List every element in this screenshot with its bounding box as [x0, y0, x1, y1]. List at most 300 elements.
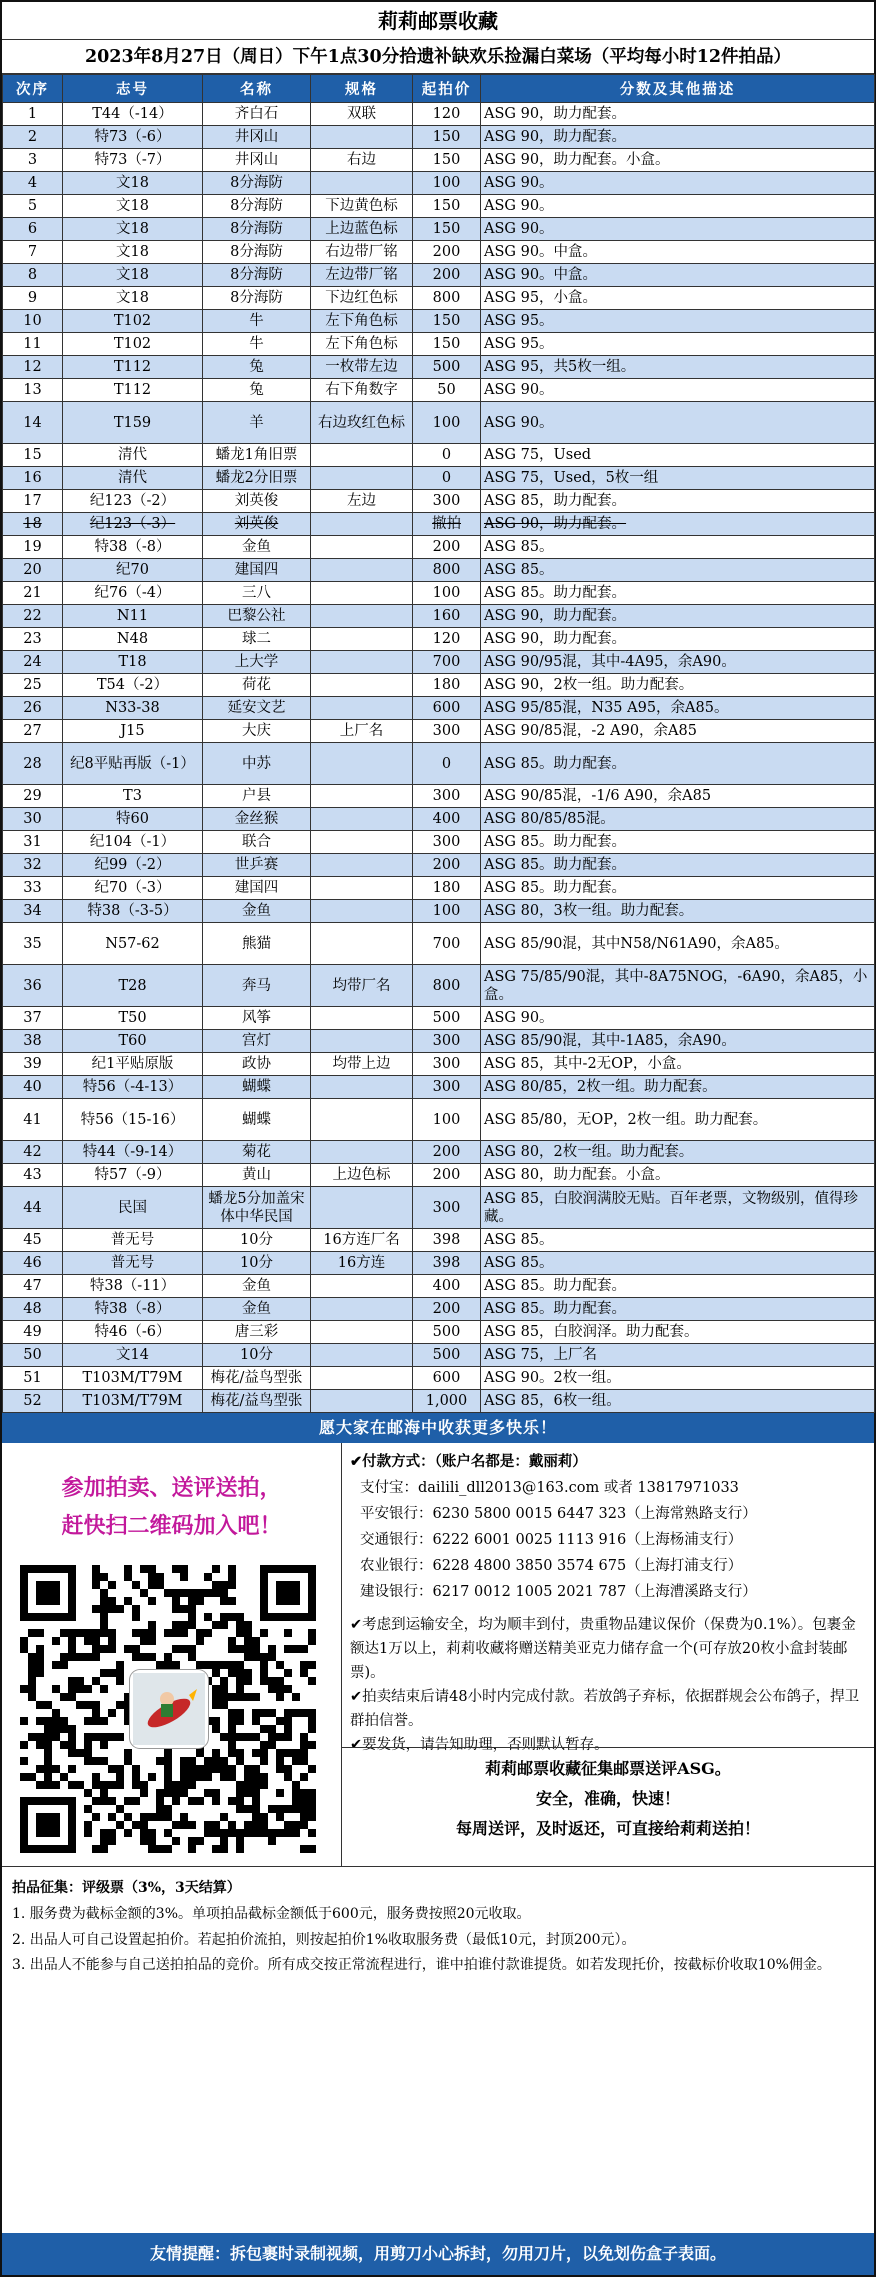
table-row	[3, 172, 875, 195]
table-row	[3, 854, 875, 877]
lot-spec	[311, 877, 413, 900]
table-row	[3, 923, 875, 965]
lot-desc: ASG 80/85，2枚一组。助力配套。	[481, 1076, 875, 1099]
lot-price: 100	[413, 172, 481, 195]
lot-name: 蟠龙1角旧票	[203, 444, 311, 467]
table-row	[3, 1030, 875, 1053]
lot-code: 特38（-8）	[63, 536, 203, 559]
lot-price: 180	[413, 877, 481, 900]
lot-desc: ASG 75/85/90混，其中-8A75NOG，-6A90，余A85，小盒。	[481, 965, 875, 1007]
lot-price: 120	[413, 103, 481, 126]
lot-code: T102	[63, 333, 203, 356]
lot-name: 巴黎公社	[203, 605, 311, 628]
lot-spec: 右边玫红色标	[311, 402, 413, 444]
payment-alipay: 支付宝：dailili_dll2013@163.com 或者 13817971033	[360, 1480, 739, 1496]
lot-name: 梅花/益鸟型张	[203, 1390, 311, 1413]
lot-desc: ASG 90/85混，-1/6 A90，余A85	[481, 785, 875, 808]
lot-number: 32	[3, 854, 63, 877]
table-row	[3, 559, 875, 582]
lot-price: 150	[413, 195, 481, 218]
payment-abc: 农业银行：6228 4800 3850 3574 675（上海打浦支行）	[360, 1558, 743, 1574]
table-row	[3, 1164, 875, 1187]
lot-spec: 均带上边	[311, 1053, 413, 1076]
table-row	[3, 1007, 875, 1030]
lot-number: 6	[3, 218, 63, 241]
lot-desc: ASG 95/85混，N35 A95，余A85。	[481, 697, 875, 720]
lot-spec: 左边	[311, 490, 413, 513]
lot-price: 200	[413, 1298, 481, 1321]
lot-name: 蝴蝶	[203, 1076, 311, 1099]
table-row	[3, 149, 875, 172]
table-row	[3, 831, 875, 854]
lot-code: N48	[63, 628, 203, 651]
table-row	[3, 877, 875, 900]
lot-number: 47	[3, 1275, 63, 1298]
lot-price: 500	[413, 1321, 481, 1344]
lot-code: T44（-14）	[63, 103, 203, 126]
lot-name: 兔	[203, 356, 311, 379]
lot-price: 100	[413, 582, 481, 605]
lot-price: 500	[413, 1007, 481, 1030]
lot-desc: ASG 90。	[481, 218, 875, 241]
lot-code: T112	[63, 356, 203, 379]
lot-name: 金鱼	[203, 1298, 311, 1321]
table-row	[3, 1344, 875, 1367]
lot-code: T112	[63, 379, 203, 402]
lot-desc: ASG 90。中盒。	[481, 264, 875, 287]
lot-name: 蝴蝶	[203, 1099, 311, 1141]
lot-desc: ASG 85，6枚一组。	[481, 1390, 875, 1413]
lot-number: 48	[3, 1298, 63, 1321]
lot-code: T28	[63, 965, 203, 1007]
lot-price: 300	[413, 1053, 481, 1076]
lot-spec	[311, 582, 413, 605]
lot-name: 8分海防	[203, 195, 311, 218]
lot-name: 8分海防	[203, 287, 311, 310]
lot-price: 398	[413, 1229, 481, 1252]
lot-spec: 上厂名	[311, 720, 413, 743]
lot-price: 150	[413, 333, 481, 356]
lot-code: 特60	[63, 808, 203, 831]
lot-code: 特57（-9）	[63, 1164, 203, 1187]
lot-number: 22	[3, 605, 63, 628]
qr-code-icon[interactable]	[20, 1565, 316, 1853]
lot-desc: ASG 75，Used	[481, 444, 875, 467]
table-row	[3, 720, 875, 743]
lot-desc: ASG 85/90混，其中-1A85，余A90。	[481, 1030, 875, 1053]
lot-number: 19	[3, 536, 63, 559]
lot-number: 52	[3, 1390, 63, 1413]
lot-price: 500	[413, 356, 481, 379]
table-row	[3, 1099, 875, 1141]
lot-number: 17	[3, 490, 63, 513]
lot-number: 20	[3, 559, 63, 582]
lot-price: 500	[413, 1344, 481, 1367]
lot-name: 世乒赛	[203, 854, 311, 877]
lot-price: 200	[413, 1164, 481, 1187]
table-row	[3, 444, 875, 467]
column-header-code: 志号	[63, 75, 203, 103]
lot-spec: 右边带厂铭	[311, 241, 413, 264]
promo-line-1: 参加拍卖、送评送拍，	[61, 1475, 282, 1501]
lot-name: 宫灯	[203, 1030, 311, 1053]
lot-number: 36	[3, 965, 63, 1007]
lot-desc: ASG 90，助力配套。	[481, 513, 875, 536]
lot-name: 联合	[203, 831, 311, 854]
lot-price: 400	[413, 1275, 481, 1298]
lot-desc: ASG 90。	[481, 172, 875, 195]
lot-price: 300	[413, 785, 481, 808]
lot-price: 50	[413, 379, 481, 402]
lot-name: 奔马	[203, 965, 311, 1007]
lot-spec	[311, 900, 413, 923]
lot-code: 特73（-7）	[63, 149, 203, 172]
lot-price: 300	[413, 831, 481, 854]
lot-number: 12	[3, 356, 63, 379]
lot-number: 42	[3, 1141, 63, 1164]
lot-spec	[311, 808, 413, 831]
lot-desc: ASG 85。助力配套。	[481, 582, 875, 605]
lot-desc: ASG 85，助力配套。	[481, 490, 875, 513]
lot-number: 50	[3, 1344, 63, 1367]
table-row	[3, 1321, 875, 1344]
payment-ccb: 建设银行：6217 0012 1005 2021 787（上海漕溪路支行）	[360, 1584, 757, 1600]
lot-name: 牛	[203, 333, 311, 356]
lot-code: 普无号	[63, 1252, 203, 1275]
lot-desc: ASG 90。	[481, 402, 875, 444]
lot-code: 纪123（-3）	[63, 513, 203, 536]
lot-name: 风筝	[203, 1007, 311, 1030]
lot-number: 21	[3, 582, 63, 605]
lot-code: 文18	[63, 241, 203, 264]
lot-name: 井冈山	[203, 126, 311, 149]
lot-spec	[311, 1321, 413, 1344]
lot-spec: 左边带厂铭	[311, 264, 413, 287]
lot-name: 羊	[203, 402, 311, 444]
lot-name: 刘英俊	[203, 490, 311, 513]
lot-name: 金丝猴	[203, 808, 311, 831]
rule-item: 3. 出品人不能参与自己送拍拍品的竞价。所有成交按正常流程进行，谁中拍谁付款谁提货。如若发现托价，按截标价收取10%佣金。	[12, 1957, 831, 1973]
payment-head: ✔付款方式：（账户名都是：戴丽莉）	[350, 1453, 587, 1470]
lot-name: 刘英俊	[203, 513, 311, 536]
lot-name: 兔	[203, 379, 311, 402]
lot-desc: ASG 80，2枚一组。助力配套。	[481, 1141, 875, 1164]
table-row	[3, 743, 875, 785]
lot-code: 文18	[63, 172, 203, 195]
lot-price: 撤拍	[413, 513, 481, 536]
lot-desc: ASG 90，助力配套。	[481, 605, 875, 628]
lot-spec: 上边色标	[311, 1164, 413, 1187]
table-row	[3, 103, 875, 126]
table-row	[3, 900, 875, 923]
lot-price: 300	[413, 1076, 481, 1099]
lot-desc: ASG 85。	[481, 1252, 875, 1275]
lot-number: 8	[3, 264, 63, 287]
lot-desc: ASG 90。中盒。	[481, 241, 875, 264]
table-row	[3, 402, 875, 444]
lot-desc: ASG 85/90混，其中N58/N61A90，余A85。	[481, 923, 875, 965]
lot-price: 100	[413, 900, 481, 923]
lot-number: 33	[3, 877, 63, 900]
collect-line-2: 安全，准确，快速！	[535, 1789, 680, 1808]
lot-desc: ASG 85，白胶润满胶无贴。百年老票，文物级别，值得珍藏。	[481, 1187, 875, 1229]
lot-code: 清代	[63, 444, 203, 467]
lot-spec	[311, 923, 413, 965]
payment-deadline-note: ✔拍卖结束后请48小时内完成付款。若放鸽子弃标，依据群规会公布鸽子，捍卫群拍信誉。	[350, 1689, 860, 1729]
lot-number: 23	[3, 628, 63, 651]
lot-desc: ASG 80/85/85混。	[481, 808, 875, 831]
table-row	[3, 1053, 875, 1076]
lot-name: 8分海防	[203, 264, 311, 287]
lot-code: 纪70（-3）	[63, 877, 203, 900]
lot-number: 27	[3, 720, 63, 743]
lot-spec	[311, 1099, 413, 1141]
column-header-price: 起拍价	[413, 75, 481, 103]
lot-spec	[311, 1344, 413, 1367]
lot-code: 纪70	[63, 559, 203, 582]
collect-line-3: 每周送评，及时返还，可直接给莉莉送拍！	[455, 1819, 760, 1838]
lot-desc: ASG 85。	[481, 559, 875, 582]
lot-desc: ASG 85/80，无OP，2枚一组。助力配套。	[481, 1099, 875, 1141]
table-row	[3, 513, 875, 536]
lot-desc: ASG 90，助力配套。小盒。	[481, 149, 875, 172]
lot-name: 延安文艺	[203, 697, 311, 720]
promo-text	[2, 1469, 341, 1545]
rocket-rider-icon	[133, 1673, 205, 1745]
lot-name: 金鱼	[203, 900, 311, 923]
lot-number: 2	[3, 126, 63, 149]
lot-name: 建国四	[203, 559, 311, 582]
lot-desc: ASG 75，上厂名	[481, 1344, 875, 1367]
lot-number: 49	[3, 1321, 63, 1344]
lot-spec	[311, 126, 413, 149]
lot-desc: ASG 90。	[481, 195, 875, 218]
lot-code: 特38（-3-5）	[63, 900, 203, 923]
table-row	[3, 651, 875, 674]
lot-name: 金鱼	[203, 1275, 311, 1298]
lot-spec	[311, 1367, 413, 1390]
lot-price: 300	[413, 720, 481, 743]
lot-spec: 均带厂名	[311, 965, 413, 1007]
table-row	[3, 218, 875, 241]
lot-desc: ASG 90。2枚一组。	[481, 1367, 875, 1390]
lot-desc: ASG 85。助力配套。	[481, 743, 875, 785]
lot-code: 特38（-8）	[63, 1298, 203, 1321]
lot-name: 三八	[203, 582, 311, 605]
lot-spec: 16方连厂名	[311, 1229, 413, 1252]
lot-spec	[311, 785, 413, 808]
table-row	[3, 379, 875, 402]
lot-spec	[311, 1141, 413, 1164]
lot-number: 43	[3, 1164, 63, 1187]
promo-line-2: 赶快扫二维码加入吧！	[61, 1513, 282, 1539]
lot-code: 文14	[63, 1344, 203, 1367]
lot-spec	[311, 1076, 413, 1099]
lot-desc: ASG 90，2枚一组。助力配套。	[481, 674, 875, 697]
lot-code: 清代	[63, 467, 203, 490]
lot-name: 8分海防	[203, 241, 311, 264]
lot-spec	[311, 513, 413, 536]
lot-code: 特46（-6）	[63, 1321, 203, 1344]
lot-spec: 上边蓝色标	[311, 218, 413, 241]
lot-desc: ASG 90。	[481, 1007, 875, 1030]
lot-number: 9	[3, 287, 63, 310]
lot-code: T102	[63, 310, 203, 333]
payment-panel	[342, 1443, 874, 1866]
page-subtitle: 2023年8月27日（周日）下午1点30分拾遗补缺欢乐捡漏白菜场（平均每小时12件拍品）	[2, 40, 874, 74]
table-row	[3, 1275, 875, 1298]
lot-name: 荷花	[203, 674, 311, 697]
payment-bocom: 交通银行：6222 6001 0025 1113 916（上海杨浦支行）	[360, 1532, 743, 1548]
table-row	[3, 1390, 875, 1413]
lot-desc: ASG 95，共5枚一组。	[481, 356, 875, 379]
table-row	[3, 310, 875, 333]
lot-price: 150	[413, 126, 481, 149]
table-row	[3, 1076, 875, 1099]
lot-price: 150	[413, 149, 481, 172]
column-header-name: 名称	[203, 75, 311, 103]
lot-code: 文18	[63, 195, 203, 218]
lot-spec: 下边红色标	[311, 287, 413, 310]
lot-code: T159	[63, 402, 203, 444]
lot-code: N57-62	[63, 923, 203, 965]
table-row	[3, 697, 875, 720]
lot-name: 梅花/益鸟型张	[203, 1367, 311, 1390]
rule-item: 2. 出品人可自己设置起拍价。若起拍价流拍，则按起拍价1%收取服务费（最低10元，封顶200元）。	[12, 1932, 636, 1948]
lot-spec	[311, 1030, 413, 1053]
lot-desc: ASG 90，助力配套。	[481, 126, 875, 149]
table-row	[3, 356, 875, 379]
lot-code: 特73（-6）	[63, 126, 203, 149]
lot-spec	[311, 1390, 413, 1413]
lot-spec	[311, 605, 413, 628]
delivery-note: ✔要发货，请告知助理，否则默认暂存。	[350, 1737, 609, 1753]
lot-number: 24	[3, 651, 63, 674]
lot-desc: ASG 85。助力配套。	[481, 877, 875, 900]
qr-logo-icon	[130, 1670, 208, 1748]
table-row	[3, 1367, 875, 1390]
lot-code: T103M/T79M	[63, 1390, 203, 1413]
lot-name: 10分	[203, 1229, 311, 1252]
footer-reminder: 友情提醒：拆包裹时录制视频，用剪刀小心拆封，勿用刀片，以免划伤盒子表面。	[2, 2233, 874, 2275]
lot-spec	[311, 697, 413, 720]
lot-price: 700	[413, 651, 481, 674]
table-row	[3, 808, 875, 831]
lot-desc: ASG 90，助力配套。	[481, 628, 875, 651]
lot-code: 特44（-9-14）	[63, 1141, 203, 1164]
lot-name: 政协	[203, 1053, 311, 1076]
lot-number: 1	[3, 103, 63, 126]
lot-number: 26	[3, 697, 63, 720]
column-header-order: 次序	[3, 75, 63, 103]
lot-name: 金鱼	[203, 536, 311, 559]
rule-item: 1. 服务费为截标金额的3%。单项拍品截标金额低于600元，服务费按照20元收取。	[12, 1906, 531, 1922]
lot-number: 40	[3, 1076, 63, 1099]
lot-number: 28	[3, 743, 63, 785]
lot-number: 3	[3, 149, 63, 172]
lot-desc: ASG 95。	[481, 333, 875, 356]
lot-number: 38	[3, 1030, 63, 1053]
lot-price: 200	[413, 241, 481, 264]
table-row	[3, 785, 875, 808]
lot-number: 37	[3, 1007, 63, 1030]
lot-price: 0	[413, 743, 481, 785]
lot-name: 井冈山	[203, 149, 311, 172]
lot-spec: 右边	[311, 149, 413, 172]
lot-spec: 一枚带左边	[311, 356, 413, 379]
lot-code: 纪76（-4）	[63, 582, 203, 605]
payment-info	[342, 1443, 874, 1753]
lot-code: N33-38	[63, 697, 203, 720]
column-header-desc: 分数及其他描述	[481, 75, 875, 103]
lot-desc: ASG 90，助力配套。	[481, 103, 875, 126]
rules-section	[2, 1867, 874, 2010]
lot-number: 5	[3, 195, 63, 218]
lot-price: 800	[413, 287, 481, 310]
lot-spec: 双联	[311, 103, 413, 126]
lot-desc: ASG 85。助力配套。	[481, 854, 875, 877]
lot-name: 蟠龙2分旧票	[203, 467, 311, 490]
lot-spec	[311, 1275, 413, 1298]
lot-name: 8分海防	[203, 172, 311, 195]
table-row	[3, 467, 875, 490]
lot-spec	[311, 172, 413, 195]
lot-price: 0	[413, 444, 481, 467]
table-row	[3, 264, 875, 287]
table-row	[3, 582, 875, 605]
lot-price: 200	[413, 1141, 481, 1164]
lot-code: 文18	[63, 264, 203, 287]
lot-code: T103M/T79M	[63, 1367, 203, 1390]
payment-pingan: 平安银行：6230 5800 0015 6447 323（上海常熟路支行）	[360, 1506, 757, 1522]
lot-price: 100	[413, 1099, 481, 1141]
lot-desc: ASG 85。	[481, 1229, 875, 1252]
lot-name: 中苏	[203, 743, 311, 785]
lot-price: 1,000	[413, 1390, 481, 1413]
lot-number: 16	[3, 467, 63, 490]
lot-desc: ASG 80，3枚一组。助力配套。	[481, 900, 875, 923]
lot-number: 15	[3, 444, 63, 467]
lot-number: 11	[3, 333, 63, 356]
lot-name: 10分	[203, 1344, 311, 1367]
lot-desc: ASG 90。	[481, 379, 875, 402]
lot-desc: ASG 85，其中-2无OP，小盒。	[481, 1053, 875, 1076]
lot-price: 300	[413, 1030, 481, 1053]
lot-price: 120	[413, 628, 481, 651]
lot-code: 纪1平贴原版	[63, 1053, 203, 1076]
lot-code: 纪99（-2）	[63, 854, 203, 877]
lot-spec	[311, 628, 413, 651]
lot-name: 球二	[203, 628, 311, 651]
lot-code: 特38（-11）	[63, 1275, 203, 1298]
table-row	[3, 241, 875, 264]
lot-price: 800	[413, 559, 481, 582]
lot-code: 特56（-4-13）	[63, 1076, 203, 1099]
lot-code: 文18	[63, 218, 203, 241]
lot-code: J15	[63, 720, 203, 743]
lot-code: 普无号	[63, 1229, 203, 1252]
lot-spec	[311, 831, 413, 854]
lot-number: 45	[3, 1229, 63, 1252]
lot-number: 18	[3, 513, 63, 536]
table-row	[3, 1298, 875, 1321]
lot-spec	[311, 444, 413, 467]
collect-line-1: 莉莉邮票收藏征集邮票送评ASG。	[485, 1759, 731, 1778]
lot-spec	[311, 559, 413, 582]
lot-spec: 16方连	[311, 1252, 413, 1275]
lot-number: 7	[3, 241, 63, 264]
rules-head: 拍品征集：评级票（3%，3天结算）	[12, 1880, 241, 1896]
